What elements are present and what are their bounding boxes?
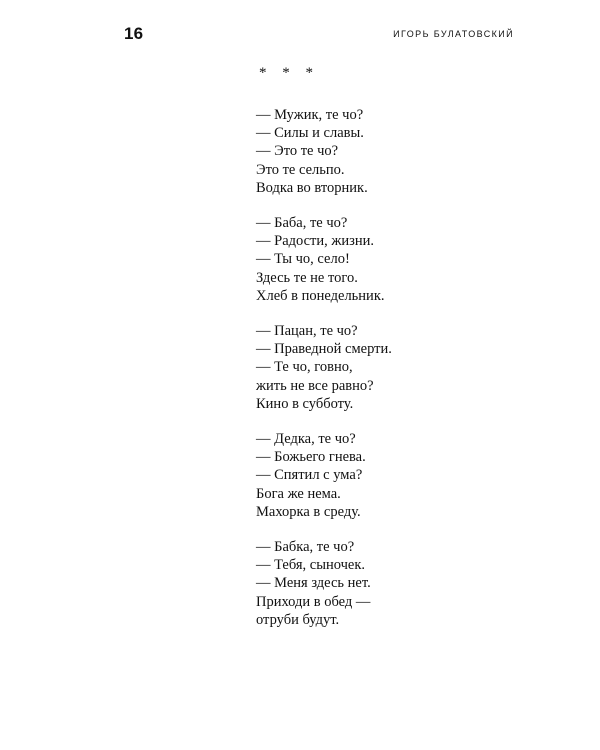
poem-line: — Спятил с ума?: [256, 467, 363, 484]
poem-line: — Тебя, сыночек.: [256, 557, 366, 574]
poem-line: Водка во вторник.: [256, 179, 368, 196]
stanza-5: [256, 538, 486, 629]
poem-line: отруби будут.: [256, 611, 340, 628]
poem-line: жить не все равно?: [256, 377, 374, 394]
page-number: 16: [124, 24, 144, 43]
poem-line: Махорка в среду.: [256, 503, 361, 520]
running-head: ИГОРЬ БУЛАТОВСКИЙ: [393, 29, 514, 39]
stanza-2: [256, 214, 486, 305]
poem-line: Здесь те не того.: [256, 269, 358, 286]
poem-line: — Ты чо, село!: [256, 251, 350, 268]
poem-line: — Божьего гнева.: [256, 449, 366, 466]
poem-body: [256, 106, 486, 646]
poem-line: — Силы и славы.: [256, 125, 364, 142]
poem-line: Хлеб в понедельник.: [256, 287, 385, 304]
poem-line: — Пацан, те чо?: [256, 323, 358, 340]
poem-line: — Баба, те чо?: [256, 215, 348, 232]
poem-line: — Мужик, те чо?: [256, 107, 364, 123]
stanza-3: [256, 322, 486, 413]
poem-line: — Это те чо?: [256, 143, 339, 160]
poem-line: Приходи в обед —: [256, 593, 371, 610]
stanza-4: [256, 430, 486, 521]
stanza-1: [256, 106, 486, 197]
poem-line: — Праведной смерти.: [256, 341, 392, 358]
poem-line: Кино в субботу.: [256, 395, 354, 412]
poem-line: — Дедка, те чо?: [256, 431, 356, 448]
poem-line: — Бабка, те чо?: [256, 539, 355, 556]
poem-line: Это те сельпо.: [256, 161, 345, 178]
poem-line: — Те чо, говно,: [256, 359, 353, 376]
poem-line: Бога же нема.: [256, 485, 341, 502]
poem-line: — Радости, жизни.: [256, 233, 375, 250]
section-separator: * * *: [259, 65, 319, 81]
poem-line: — Меня здесь нет.: [256, 575, 371, 592]
